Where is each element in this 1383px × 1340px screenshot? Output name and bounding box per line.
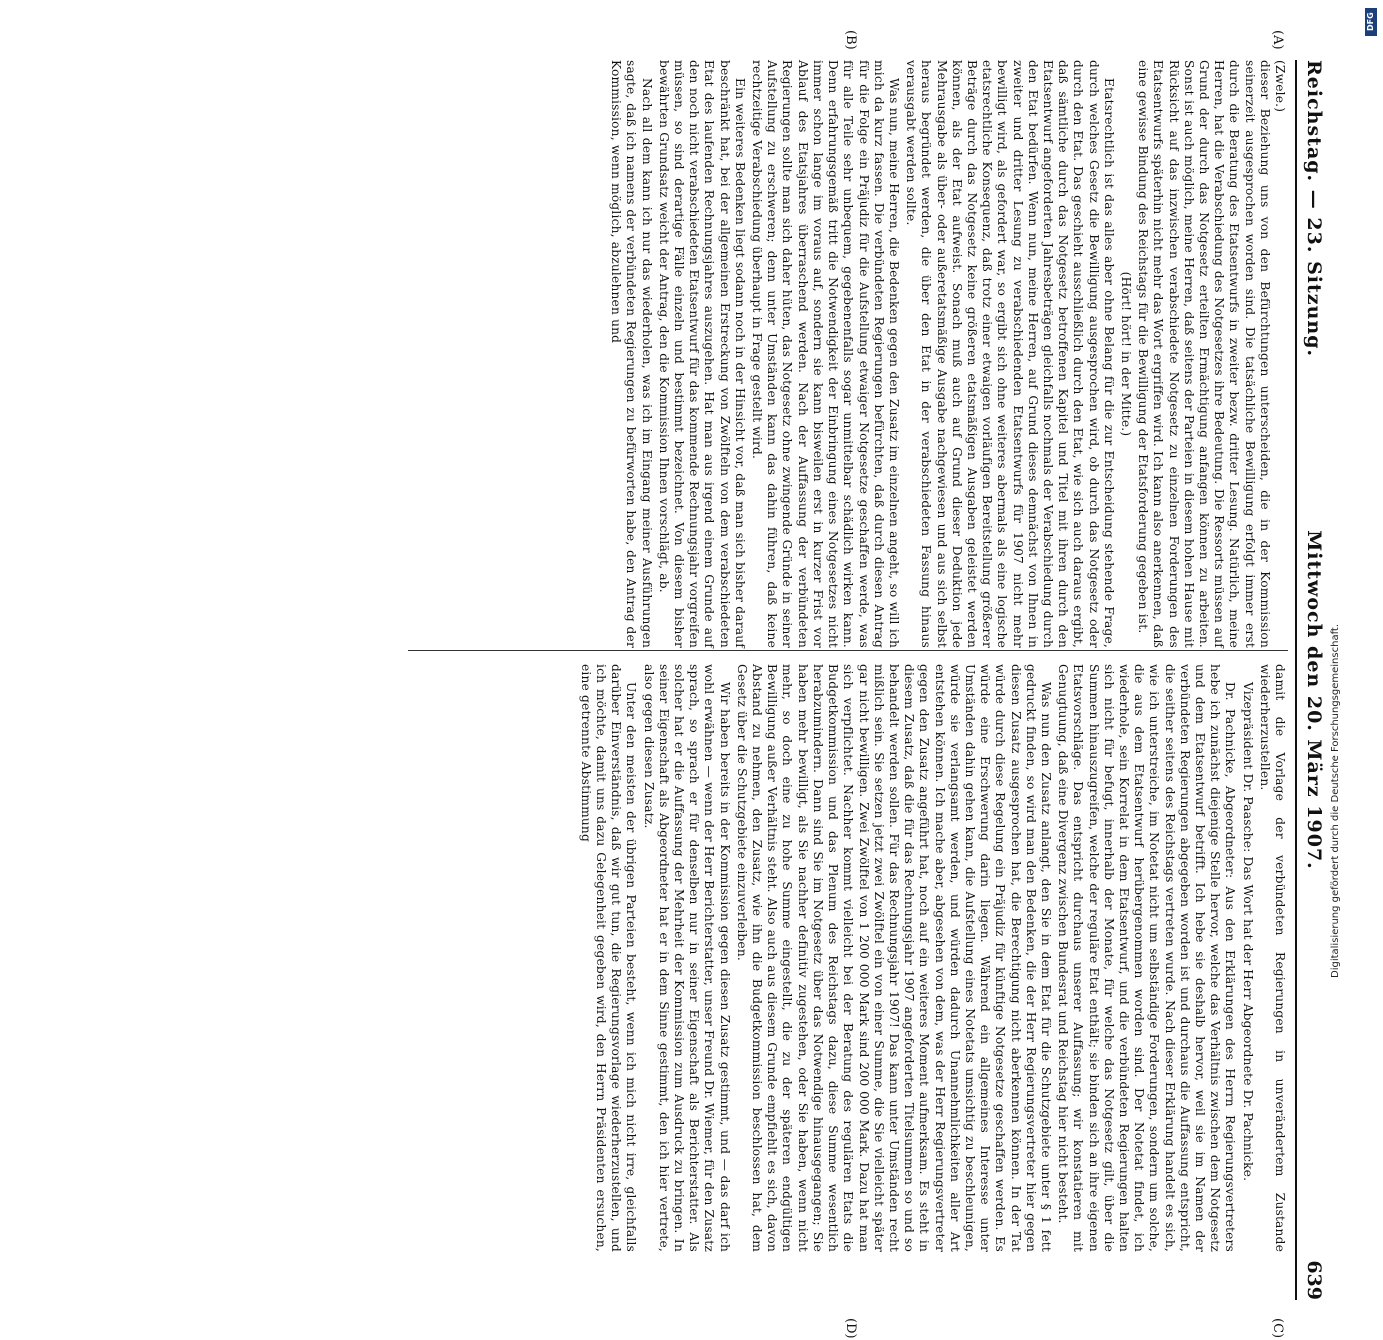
paragraph: Ein weiteres Bedenken liegt sodann noch in der Hinsicht vor, daß man sich bisher darauf beschränkt hat, bei der allgemeinen Erstreckung von Zwölfteln von dem verabschiedeten Etat des laufenden Rechnungsjahres auszugehen. Hat man aus irgend einem Grunde auf den noch nicht verabschiedeten Etatsentwurf für das kommende Rechnungsjahr vorgreifen müssen, so sind derartige Fälle einzeln und bestimmt bezeichnet. Von diesem bisher bewährten Grundsatz weicht der Antrag, den die Kommission Ihnen vorschlägt, ab. [656, 60, 747, 648]
margin-mark-d: (D) [843, 1318, 858, 1339]
speaker-paragraph: Vizepräsident Dr. Paasche: Das Wort hat der Herr Abgeordnete Dr. Pachnicke. [1240, 682, 1255, 1182]
header-left: Reichstag. — 23. Sitzung. [1303, 60, 1325, 358]
left-column [608, 60, 1287, 648]
interjection: (Hört! hört! in der Mitte.) [1118, 271, 1133, 437]
paragraph: Was nun den Zusatz anlangt, den Sie in dem Etat für die Schutzgebiete unter § 1 fett gedruckt finden, so wird man den Bedenken, die der Herr Regierungsvertreter hier gegen diesen Zusatz ausgesprochen hat, die Berechtigung nicht aberkennen können. In der Tat würde durch diese Regelung ein Präjudiz für künftige Notgesetze geschaffen werden. Es würde eine Erschwerung darin liegen. Während ein allgemeines Interesse unter Umständen dahin gehen kann, die Aufstellung eines Notetats umsichtig zu beschleunigen, würde sie verlangsamt werden, und würden dadurch Unannehmlichkeiten aller Art entstehen können. Ich mache aber, abgesehen von dem, was der Herr Regierungsvertreter gegen den Zusatz angeführt hat, noch auf ein weiteres Moment aufmerksam. Es steht in diesem Zusatz, daß die für das Rechnungsjahr 1907 angeforderten Titelsummen so und so behandelt werden sollen. Für das Rechnungsjahr 1907! Das kann unter Umständen recht mißlich sein. Sie setzen jetzt zwei Zwölftel ein von einer Summe, die Sie vielleicht später gar nicht bewilligen. Zwei Zwölftel von 1 200 000 Mark sind 200 000 Mark. Dazu hat man sich verpflichtet. Nachher kommt vielleicht bei der Beratung des regulären Etats die Budgetkommission und das Plenum des Reichstags dazu, diese Summe wesentlich herabzumindern. Dann sind Sie im Notgesetz über das Notwendige hinausgegangen; Sie haben mehr bewilligt, als Sie nachher definitiv zugestehen, oder Sie haben, wenn nicht mehr, so doch eine zu hohe Summe eingestellt, die zu der späteren endgültigen Bewilligung außer Verhältnis steht. Also auch aus diesem Grunde empfiehlt es sich, davon Abstand zu nehmen, den Zusatz, wie ihn die Budgetkommission beschlossen hat, dem Gesetz über die Schutzgebiete einzuverleiben. [734, 664, 1053, 1252]
paragraph: Etatsrechtlich ist das alles aber ohne Belang für die zur Entscheidung stehende Frage, durch welches Gesetz die Bewilligung ausgesprochen wird, ob durch das Notgesetz oder durch den Etat. Das geschieht ausschließlich durch den Etat, wie sich auch daraus ergibt, daß sämtliche durch das Notgesetz betroffenen Kapitel und Titel mit ihren durch den Etatsentwurf angeforderten Jahresbeträgen gleichfalls nochmals der Verabschiedung durch den Etat bedürfen. Wenn nun, meine Herren, auf Grund dieses demnächst von Ihnen in zweiter und dritter Lesung zu verabschiedenden Etatsentwurfs für 1907 nicht mehr bewilligt wird, als gefordert war, so ergibt sich ohne weiteres abermals als eine logische etatsrechtliche Konsequenz, daß trotz einer etwaigen vorläufigen Bereitstellung größerer Beträge durch das Notgesetz keine größeren etatsmäßigen Ausgaben geleistet werden können, als der Etat aufweist. Sonach muß auch auf Grund dieser Deduktion jede Mehrausgabe als über- oder außeretatsmäßige Ausgabe nachgewiesen und aus sich selbst heraus begründet werden, die über den Etat in der verabschiedeten Fassung hinaus verausgabt werden sollte. [904, 60, 1116, 648]
right-column [578, 664, 1287, 1252]
paragraph: dieser Beziehung uns von den Befürchtungen unterscheiden, die in der Kommission seinerzeit ausgesprochen worden sind. Die tatsächliche Bewilligung erfolgt immer erst durch die Beratung des Etatsentwurfs in zweiter bezw. dritter Lesung. Natürlich, meine Herren, hat die Verabschiedung des Notgesetzes ihre Bedeutung. Die Ressorts müssen auf Grund der durch das Notgesetz erteilten Ermächtigung anfangen können zu arbeiten. Sonst ist auch möglich, meine Herren, daß seitens der Parteien in diesem hohen Hause mit Rücksicht auf das inzwischen verabschiedete Notgesetz zu einzelnen Forderungen des Etatsentwurfs späterhin nicht mehr das Wort ergriffen wird. Ich kann also anerkennen, daß eine gewisse Bindung des Reichstags für die Bewilligung der Etatsforderung gegeben ist. [1136, 60, 1272, 648]
paragraph: Nach all dem kann ich nur das wiederholen, was ich im Eingang meiner Ausführungen sagte, daß ich namens der verbündeten Regierungen zu befürworten habe, den Antrag der Kommission, wenn möglich, abzulehnen und [609, 60, 654, 648]
dfg-logo: DFG [1365, 8, 1377, 36]
paragraph: Wir haben bereits in der Kommission gegen diesen Zusatz gestimmt, und — das darf ich wohl erwähnen — wenn der Herr Berichterstatter, unser Freund Dr. Wiemer, für den Zusatz sprach, so sprach er für denselben nur in seiner Eigenschaft als Berichterstatter. Als solcher hat er die Auffassung der Mehrheit der Kommission zum Ausdruck zu bringen. In seiner Eigenschaft als Abgeordneter hat er in dem Sinne gestimmt, den ich hier vertrete, also gegen diesen Zusatz. [641, 664, 732, 1252]
paragraph: damit die Vorlage der verbündeten Regierungen in unverändertem Zustande wiederherzustellen. [1257, 664, 1287, 1252]
paragraph: Unter den meisten der übrigen Parteien besteht, wenn ich mich nicht irre, gleichfalls darüber Einverständnis, daß wir gut tun, die Regierungsvorlage wiederherzustellen, und ich möchte, damit uns dazu Gelegenheit gegeben wird, den Herrn Präsidenten ersuchen, eine getrennte Abstimmung [578, 664, 639, 1252]
margin-mark-b: (B) [843, 30, 858, 50]
running-head [1301, 60, 1325, 1340]
paragraph: (Zwele.) [1273, 60, 1287, 113]
page-number: 639 [1303, 1260, 1325, 1300]
paragraph: Was nun, meine Herren, die Bedenken gegen den Zusatz im einzelnen angeht, so will ich mich da kurz fassen. Die verbündeten Regierungen befürchten, daß durch diesen Antrag für die Folge ein Präjudiz für die Aufstellung etwaiger Notgesetze geschaffen werde, was für alle Teile sehr unbequem, gegebenenfalls sogar unmittelbar schädlich wirken kann. Denn erfahrungsgemäß tritt die Notwendigkeit der Einbringung eines Notgesetzes nicht immer schon lange im voraus auf, sondern sie kann bisweilen erst in kurzer Frist vor Ablauf des Etatsjahres überraschend werden. Nach der Auffassung der verbündeten Regierungen sollte man sich daher hüten, das Notgesetz ohne zwingende Gründe in seiner Aufstellung zu erschweren; denn unter Umständen kann das dahin führen, daß keine rechtzeitige Verabschiedung überhaupt in Frage gestellt wird. [750, 60, 901, 648]
margin-mark-a: (A) [1270, 30, 1285, 50]
header-date: Mittwoch den 20. März 1907. [1303, 530, 1325, 870]
header-rule [1295, 60, 1297, 1300]
column-divider [408, 650, 1288, 651]
digitization-note: Digitalisierung gefördert durch die Deutsche Forschungsgemeinschaft. [1330, 623, 1341, 978]
margin-mark-c: (C) [1270, 1318, 1285, 1339]
speaker-paragraph: Dr. Pachnicke, Abgeordneter: Aus den Erklärungen des Herrn Regierungsvertreters hebe ich zunächst diejenige Stelle hervor, welche das Verhältnis zwischen dem Notgesetz und dem Etatsentwurf betrifft. Ich hebe sie deshalb hervor, weil sie im Namen der verbündeten Regierungen abgegeben worden ist und durchaus die Auffassung entspricht, die seither seitens des Reichstags vertreten wurde. Nach dieser Erklärung handelt es sich, wie ich unterstreiche, im Notetat nicht um selbständige Forderungen, sondern um solche, die aus dem Etatsentwurf herübergenommen worden sind. Der Notetat findet, ich wiederhole, sein Korrelat in dem Etatsentwurf, und die verbündeten Regierungen halten sich nicht für befugt, innerhalb der Monate, für welche das Notgesetz gilt, über die Summen hinauszugreifen, welche der reguläre Etat enthält; sie binden sich an ihre eigenen Etatsvorschläge. Das entspricht durchaus unserer Auffassung; wir konstatieren mit Genugtuung, daß eine Divergenz zwischen Bundesrat und Reichstag hier nicht besteht. [1056, 664, 1238, 1252]
